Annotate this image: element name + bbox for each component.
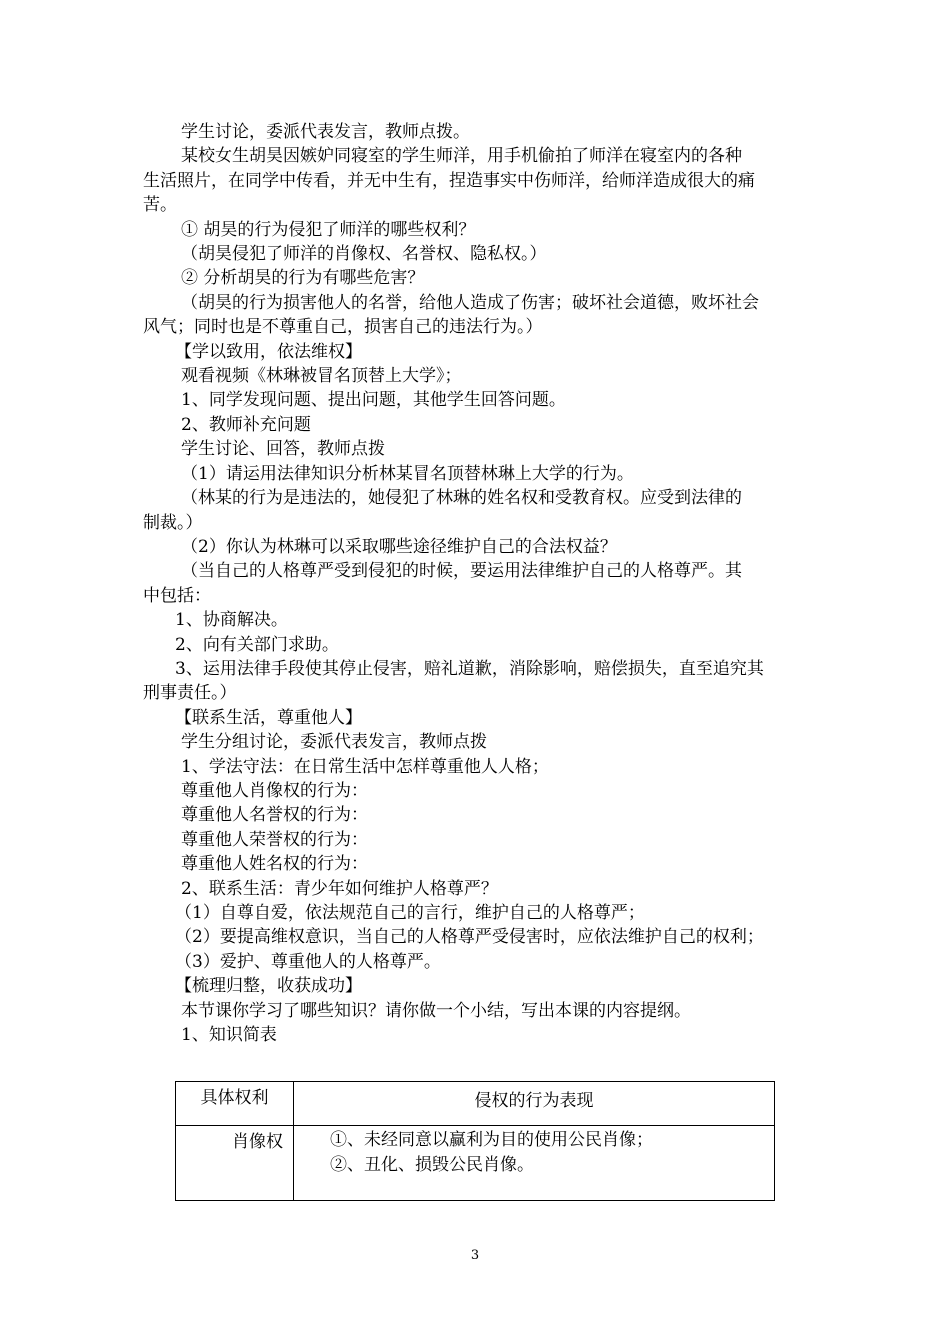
- text-line: 观看视频《林琳被冒名顶替上大学》；: [181, 366, 462, 387]
- text-line: 学生讨论、回答，教师点拨: [181, 439, 385, 460]
- table-header-row: [176, 1082, 775, 1126]
- text-line: 学生讨论，委派代表发言，教师点拨。: [181, 122, 470, 142]
- text-line: 刑事责任。）: [143, 683, 237, 704]
- text-line: 风气；同时也是不尊重自己，损害自己的违法行为。）: [143, 317, 543, 338]
- text-line: ① 胡昊的行为侵犯了师洋的哪些权利？: [181, 219, 476, 240]
- text-line: 尊重他人姓名权的行为：: [181, 854, 368, 875]
- text-line: 2、联系生活：青少年如何维护人格尊严？: [181, 878, 498, 899]
- text-line: （胡昊侵犯了师洋的肖像权、名誉权、隐私权。）: [181, 244, 547, 265]
- text-line: 1、知识简表: [181, 1025, 277, 1046]
- text-line: ② 分析胡昊的行为有哪些危害？: [181, 268, 425, 289]
- table-cell: 肖像权: [176, 1126, 294, 1201]
- text-line: （胡昊的行为损害他人的名誉，给他人造成了伤害；破坏社会道德，败坏社会: [181, 292, 759, 313]
- table-header-cell: 侵权的行为表现: [294, 1082, 775, 1126]
- text-line: 2、向有关部门求助。: [175, 634, 339, 655]
- text-line: 制裁。）: [143, 512, 203, 533]
- text-line: 学生分组讨论，委派代表发言，教师点拨: [181, 732, 487, 753]
- text-line: （林某的行为是违法的，她侵犯了林琳的姓名权和受教育权。应受到法律的: [181, 488, 742, 509]
- behavior-item: ②、丑化、损毁公民肖像。: [330, 1155, 534, 1175]
- text-line: （2）你认为林琳可以采取哪些途径维护自己的合法权益？: [181, 536, 617, 557]
- section-heading: 【联系生活，尊重他人】: [175, 707, 362, 728]
- text-line: （1）自尊自爱，依法规范自己的言行，维护自己的人格尊严；: [175, 903, 645, 923]
- table-cell: [294, 1126, 775, 1201]
- text-line: 尊重他人肖像权的行为：: [181, 780, 368, 801]
- text-line: 尊重他人荣誉权的行为：: [181, 829, 368, 850]
- text-line: （3）爱护、尊重他人的人格尊严。: [175, 951, 441, 972]
- behavior-item: ①、未经同意以赢利为目的使用公民肖像；: [330, 1130, 653, 1150]
- text-line: 某校女生胡昊因嫉妒同寝室的学生师洋，用手机偷拍了师洋在寝室内的各种: [181, 146, 742, 167]
- text-line: 1、协商解决。: [175, 610, 288, 631]
- section-heading: 【学以致用，依法维权】: [175, 341, 362, 362]
- text-line: 1、同学发现问题、提出问题，其他学生回答问题。: [181, 390, 566, 411]
- table-row: [176, 1126, 775, 1201]
- text-line: （当自己的人格尊严受到侵犯的时候，要运用法律维护自己的人格尊严。其: [181, 561, 742, 582]
- text-line: 本节课你学习了哪些知识？请你做一个小结，写出本课的内容提纲。: [181, 1000, 691, 1021]
- text-line: 3、运用法律手段使其停止侵害，赔礼道歉，消除影响，赔偿损失，直至追究其: [175, 658, 764, 679]
- knowledge-table: [175, 1081, 775, 1201]
- text-line: 尊重他人名誉权的行为：: [181, 805, 368, 826]
- section-heading: 【梳理归整，收获成功】: [175, 976, 362, 997]
- text-line: （2）要提高维权意识，当自己的人格尊严受侵害时，应依法维护自己的权利；: [175, 927, 764, 948]
- page-number: 3: [470, 1248, 480, 1263]
- text-line: 苦。: [143, 195, 177, 216]
- text-line: 1、学法守法：在日常生活中怎样尊重他人人格；: [181, 756, 549, 777]
- text-line: （1）请运用法律知识分析林某冒名顶替林琳上大学的行为。: [181, 463, 634, 484]
- text-line: 2、教师补充问题: [181, 414, 311, 435]
- text-line: 生活照片，在同学中传看，并无中生有，捏造事实中伤师洋，给师洋造成很大的痛: [143, 170, 755, 191]
- table-header-cell: 具体权利: [176, 1082, 294, 1126]
- text-line: 中包括：: [143, 585, 211, 606]
- document-body: [143, 120, 813, 1047]
